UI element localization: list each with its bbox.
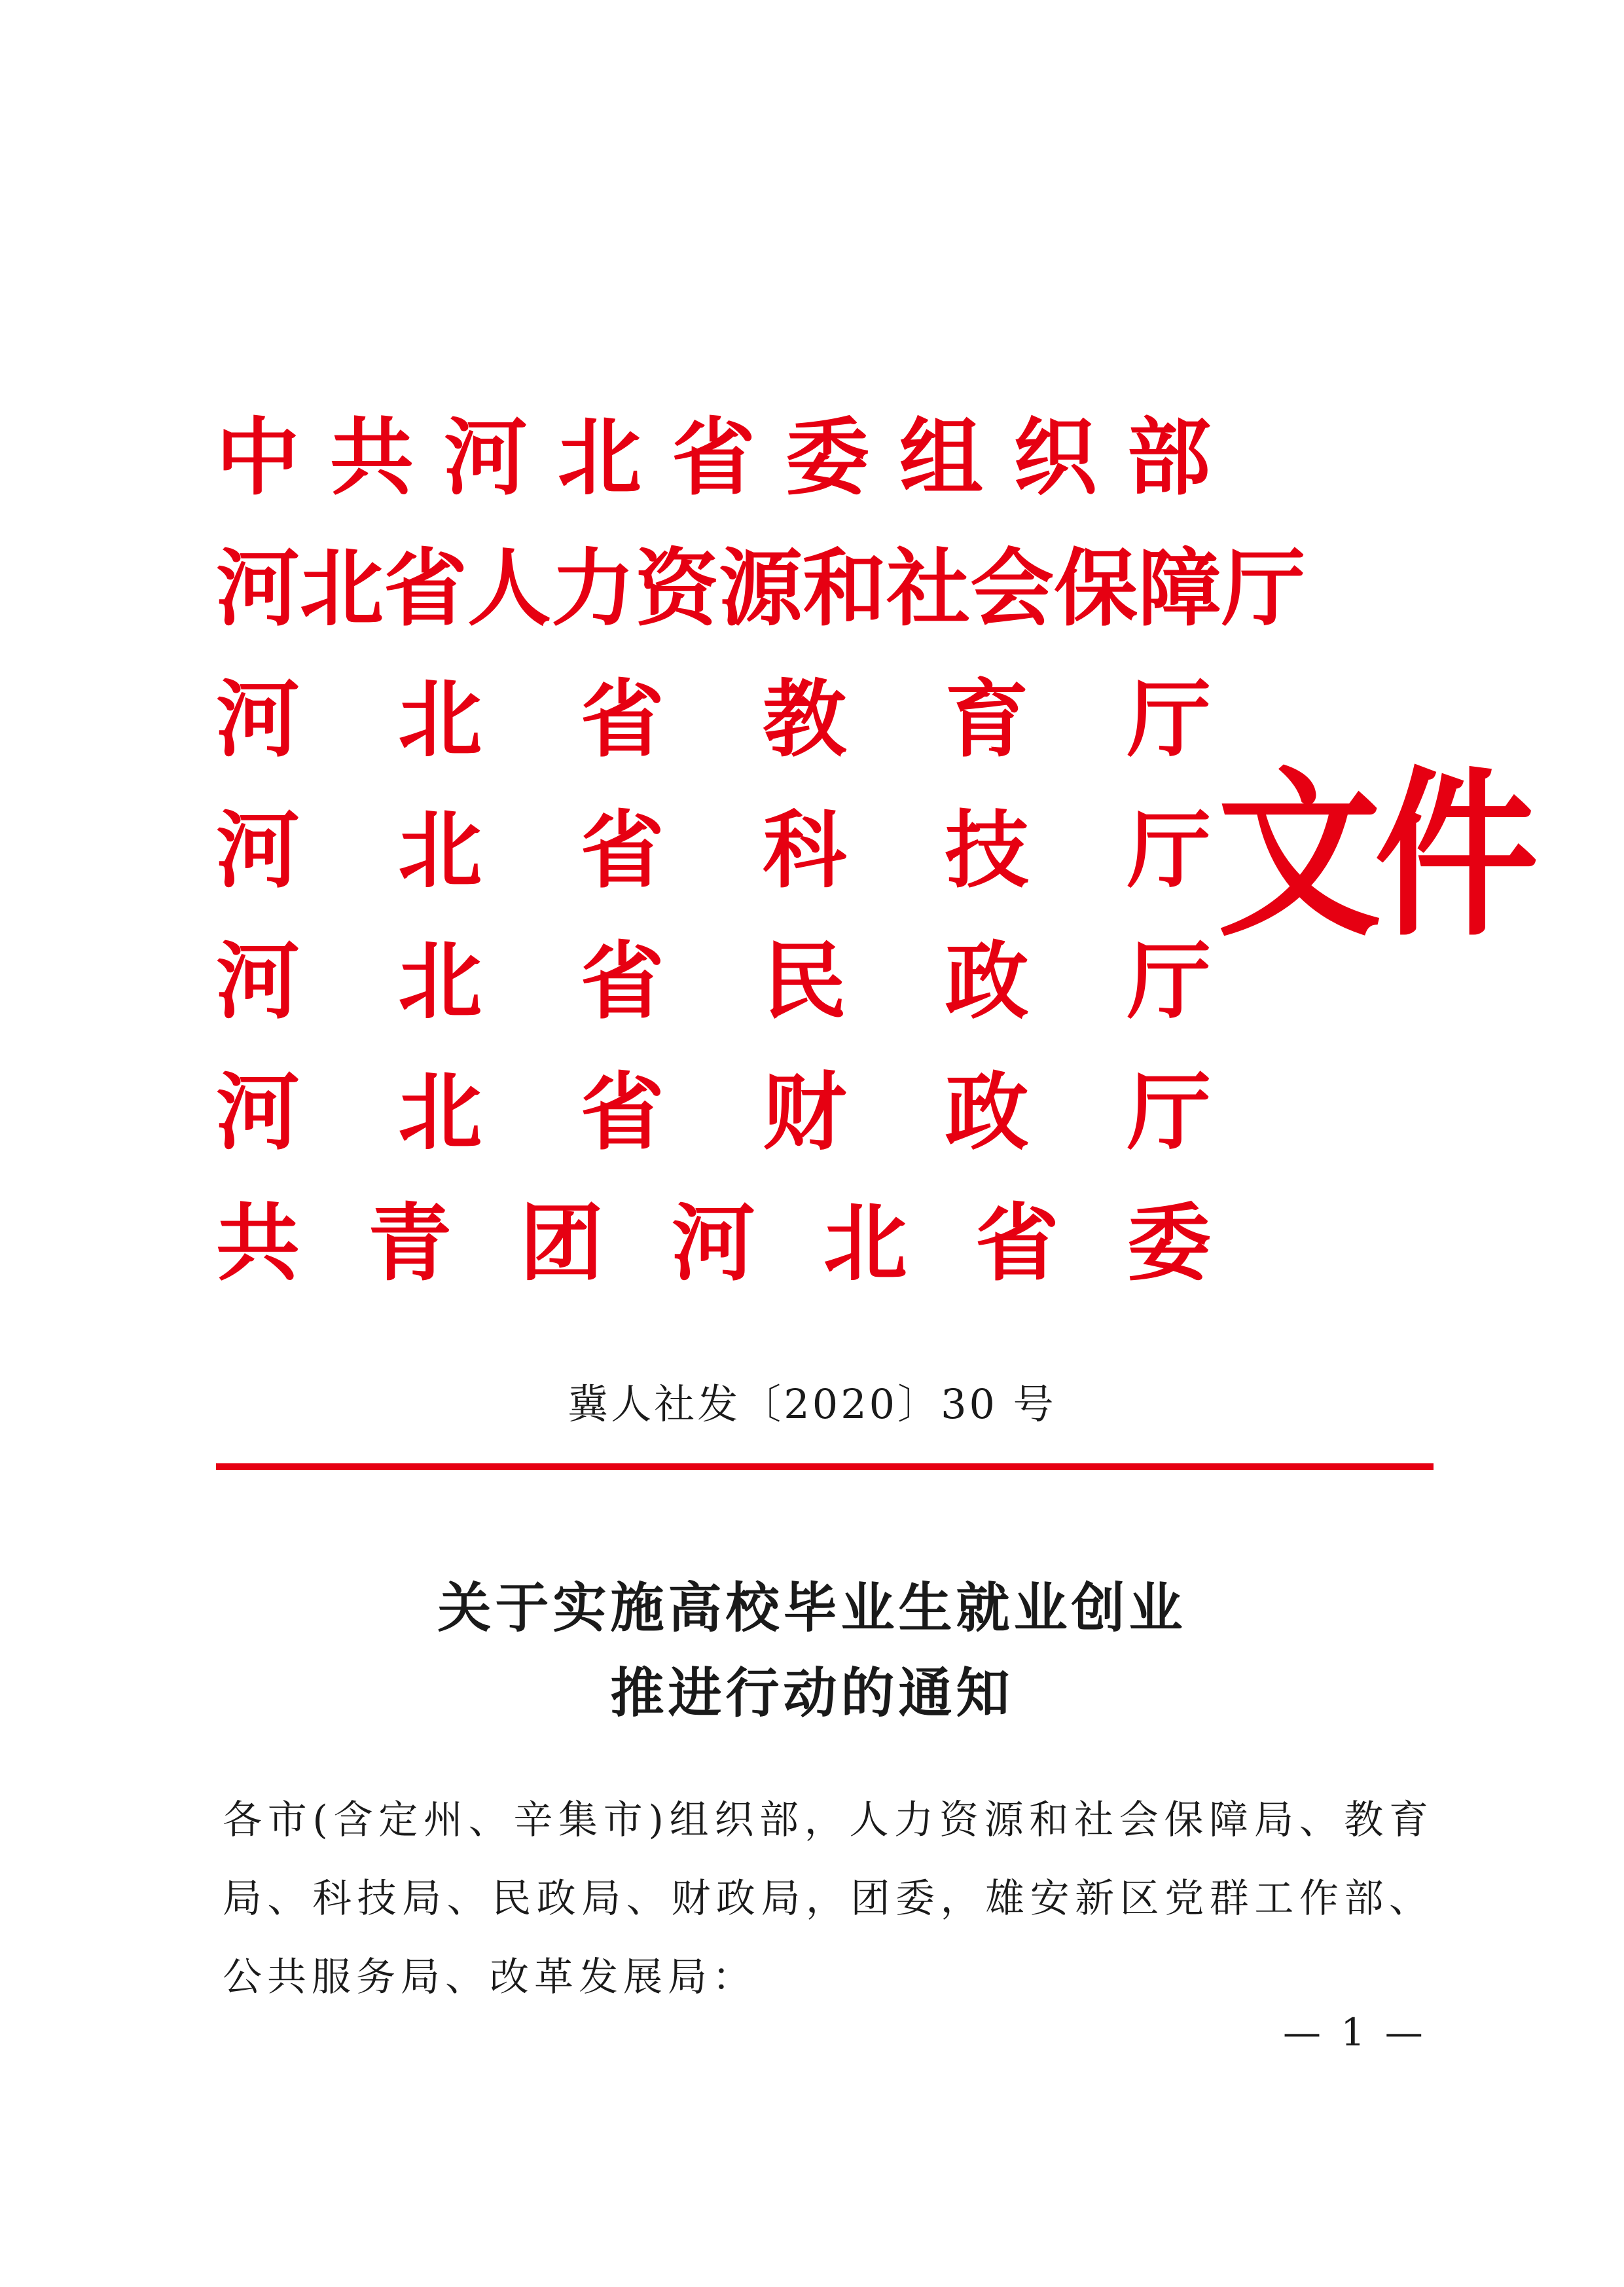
issuer-char: 科 [763,802,847,900]
issuer-char: 委 [1127,1195,1211,1292]
issuer-char: 技 [945,802,1029,900]
issuer-char: 河 [443,409,528,507]
document-title-line-1: 关于实施高校毕业生就业创业 [437,1577,1187,1639]
issuer-char: 和 [803,540,887,638]
issuer-char: 中 [216,409,300,507]
issuer-char: 源 [719,540,803,638]
issuer-row [216,1048,1211,1179]
issuer-char: 北 [557,409,641,507]
issuer-char: 河 [216,802,300,900]
issuer-row [216,786,1211,917]
issuer-char: 部 [1127,409,1211,507]
issuer-char: 厅 [1127,671,1211,769]
issuer-char: 北 [300,540,384,638]
issuer-char: 北 [398,933,482,1031]
issuer-char: 省 [975,1195,1059,1292]
issuer-char: 织 [1013,409,1097,507]
issuer-char: 委 [785,409,869,507]
issuer-char: 教 [763,671,847,769]
issuer-char: 共 [216,1195,300,1292]
issuer-char: 省 [580,933,664,1031]
issuer-char: 障 [1138,540,1222,638]
issuer-char: 共 [329,409,414,507]
issuer-char: 保 [1054,540,1138,638]
issuer-char: 河 [216,671,300,769]
document-number: 冀人社发〔2020〕30 号 [568,1380,1056,1428]
issuer-char: 社 [886,540,971,638]
document-title-line-2: 推进行动的通知 [610,1662,1014,1725]
issuer-char: 厅 [1221,540,1306,638]
issuer-char: 河 [216,1064,300,1162]
issuer-row [216,655,1211,786]
issuer-char: 民 [763,933,847,1031]
issuer-char: 力 [551,540,636,638]
issuer-char: 省 [671,409,755,507]
issuer-char: 省 [384,540,468,638]
recipients-paragraph: 各市(含定州、辛集市)组织部，人力资源和社会保障局、教育局、科技局、民政局、财政局，团委，雄安新区党群工作部、公共服务局、改革发展局： [223,1797,1434,2000]
issuer-char: 北 [823,1195,907,1292]
page-number: — 1 — [1283,2010,1427,2055]
issuer-row [216,1179,1211,1309]
issuer-char: 资 [635,540,719,638]
issuer-row [216,524,1306,655]
issuer-char: 河 [216,933,300,1031]
issuer-char: 省 [580,802,664,900]
issuer-char: 政 [945,933,1029,1031]
issuer-char: 政 [945,1064,1029,1162]
issuer-char: 北 [398,1064,482,1162]
issuer-char: 厅 [1127,802,1211,900]
issuer-char: 团 [519,1195,604,1292]
issuer-row [216,393,1211,524]
issuer-char: 厅 [1127,1064,1211,1162]
issuer-char: 青 [367,1195,452,1292]
issuer-header [216,393,1306,1309]
issuer-char: 北 [398,802,482,900]
issuer-char: 河 [216,540,300,638]
red-divider-line [216,1463,1434,1470]
issuer-char: 河 [671,1195,755,1292]
issuer-char: 组 [899,409,983,507]
issuer-row [216,917,1211,1048]
issuer-char: 育 [945,671,1029,769]
issuer-char: 会 [970,540,1055,638]
issuer-char: 北 [398,671,482,769]
issuer-char: 省 [580,671,664,769]
issuer-char: 财 [763,1064,847,1162]
document-label: 文件 [1218,750,1532,961]
issuer-char: 人 [467,540,552,638]
issuer-char: 厅 [1127,933,1211,1031]
issuer-char: 省 [580,1064,664,1162]
